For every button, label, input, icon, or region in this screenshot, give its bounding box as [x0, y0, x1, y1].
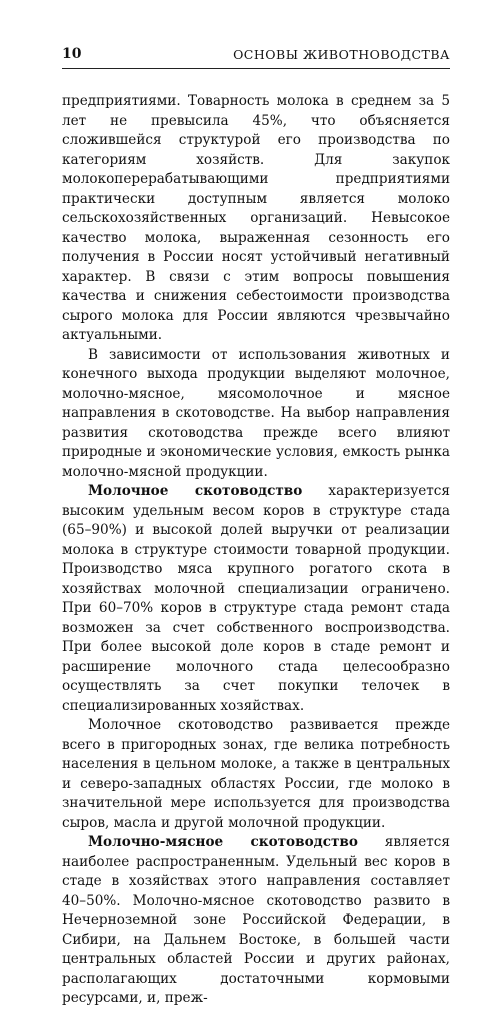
running-title: ОСНОВЫ ЖИВОТНОВОДСТВА: [233, 47, 450, 62]
body-text: [62, 92, 450, 1009]
term-dairy-cattle: Молочное скотоводство: [88, 483, 303, 499]
paragraph-1: предприятиями. Товарность молока в среднем за 5 лет не превысила 45%, что объясняется сложившейся структурой его производства по категориям хозяйств. Для закупок молокоперерабатывающими предприятиями практически доступным является молоко сельскохозяйственных организаций. Невысокое качество молока, выраженная сезонность его получения в России носят устойчивый негативный характер. В связи с этим вопросы повышения качества и снижения себестоимости производства сырого молока для России являются чрезвычайно актуальными.: [62, 93, 450, 343]
paragraph-5: Молочно-мясное скотоводство является наиболее распространенным. Удельный вес коров в стаде в хозяйствах этого направления составляет 40–50%. Молочно-мясное скотоводство развито в Нечерноземной зоне Российской Федерации, в Сибири, на Дальнем Востоке, в большей части центральных областей России и других районах, располагающих достаточными кормовыми ресурсами, и, преж-: [62, 834, 450, 1006]
term-dairy-beef-cattle: Молочно-мясное скотоводство: [88, 834, 358, 850]
paragraph-2: В зависимости от использования животных и конечного выхода продукции выделяют молочное, молочно-мясное, мясомолочное и мясное направления в скотоводстве. На выбор направления развития скотоводства прежде всего влияют природные и экономические условия, емкость рынка молочно-мясной продукции.: [62, 346, 450, 480]
page-number: 10: [62, 46, 82, 62]
paragraph-4: Молочное скотоводство развивается прежде всего в пригородных зонах, где велика потребность населения в цельном молоке, а также в центральных и северо-западных областях России, где молоко в значительной мере используется для производства сыров, масла и другой молочной продукции.: [62, 717, 450, 831]
paragraph-3: Молочное скотоводство характеризуется высоким удельным весом коров в структуре стада (65–90%) и высокой долей выручки от реализации молока в структуре стоимости товарной продукции. Производство мяса крупного рогатого скота в хозяйствах молочной специализации ограничено. При 60–70% коров в структуре стада ремонт стада возможен за счет собственного воспроизводства. При более высокой доле коров в стаде ремонт и расширение молочного стада целесообразно осуществлять за счет покупки телочек в специализированных хозяйствах.: [62, 483, 450, 714]
page-header: [62, 46, 450, 69]
